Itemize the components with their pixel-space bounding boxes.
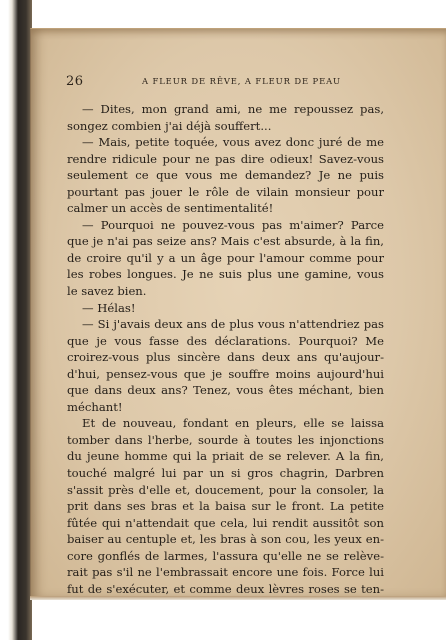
text-line: touché malgré lui par un si gros chagrin, Darbren <box>67 466 384 481</box>
text-line: fut de s'exécuter, et comme deux lèvres roses se ten- <box>67 581 384 596</box>
text-line: calmer un accès de sentimentalité! <box>67 201 274 216</box>
text-line: pourtant pas jouer le rôle de vilain monsieur pour <box>67 184 384 199</box>
text-line: s'assit près d'elle et, doucement, pour la consoler, la <box>67 482 384 497</box>
text-line: rait pas s'il ne l'embrassait encore une fois. Force lui <box>67 565 384 580</box>
text-line: que je vous fasse des déclarations. Pourquoi? Me <box>67 333 384 348</box>
text-line: les robes longues. Je ne suis plus une gamine, vous <box>67 267 384 282</box>
text-line: songez combien j'ai déjà souffert... <box>67 118 272 133</box>
page-header <box>66 74 382 92</box>
text-line: que dans deux ans? Tenez, vous êtes méchant, bien <box>67 383 384 398</box>
text-line: — Mais, petite toquée, vous avez donc juré de me <box>82 135 384 150</box>
text-line: que je n'ai pas seize ans? Mais c'est absurde, à la fin, <box>67 234 384 249</box>
text-line: rendre ridicule pour ne pas dire odieux! Savez-vous <box>67 151 384 166</box>
text-line: core gonflés de larmes, l'assura qu'elle ne se relève- <box>67 548 384 563</box>
body-text <box>67 101 384 597</box>
text-line: — Hélas! <box>82 300 136 315</box>
text-line: le savez bien. <box>67 284 147 299</box>
text-line: méchant! <box>67 399 123 414</box>
book-gutter-shadow <box>0 0 32 640</box>
text-line: baiser au centuple et, les bras à son cou, les yeux en- <box>67 532 384 547</box>
text-line: prit dans ses bras et la baisa sur le front. La petite <box>67 499 384 514</box>
text-line: Et de nouveau, fondant en pleurs, elle se laissa <box>82 416 384 431</box>
page-number: 26 <box>66 74 84 89</box>
text-line: du jeune homme qui la priait de se relever. A la fin, <box>67 449 384 464</box>
text-line: — Si j'avais deux ans de plus vous n'attendriez pas <box>82 317 384 332</box>
text-line: d'hui, pensez-vous que je souffre moins aujourd'hui <box>67 366 384 381</box>
running-title: A FLEUR DE RÊVE, A FLEUR DE PEAU <box>142 76 341 86</box>
text-line: seulement ce que vous me demandez? Je ne puis <box>67 168 384 183</box>
text-line: fûtée qui n'attendait que cela, lui rendit aussitôt son <box>67 515 384 530</box>
text-line: — Pourquoi ne pouvez-vous pas m'aimer? Parce <box>82 217 384 232</box>
text-line: de croire qu'il y a un âge pour l'amour comme pour <box>67 250 384 265</box>
text-line: — Dites, mon grand ami, ne me repoussez pas, <box>82 102 384 116</box>
text-line: croirez-vous plus sincère dans deux ans qu'aujour- <box>67 350 384 365</box>
text-line: tomber dans l'herbe, sourde à toutes les injonctions <box>67 432 384 447</box>
